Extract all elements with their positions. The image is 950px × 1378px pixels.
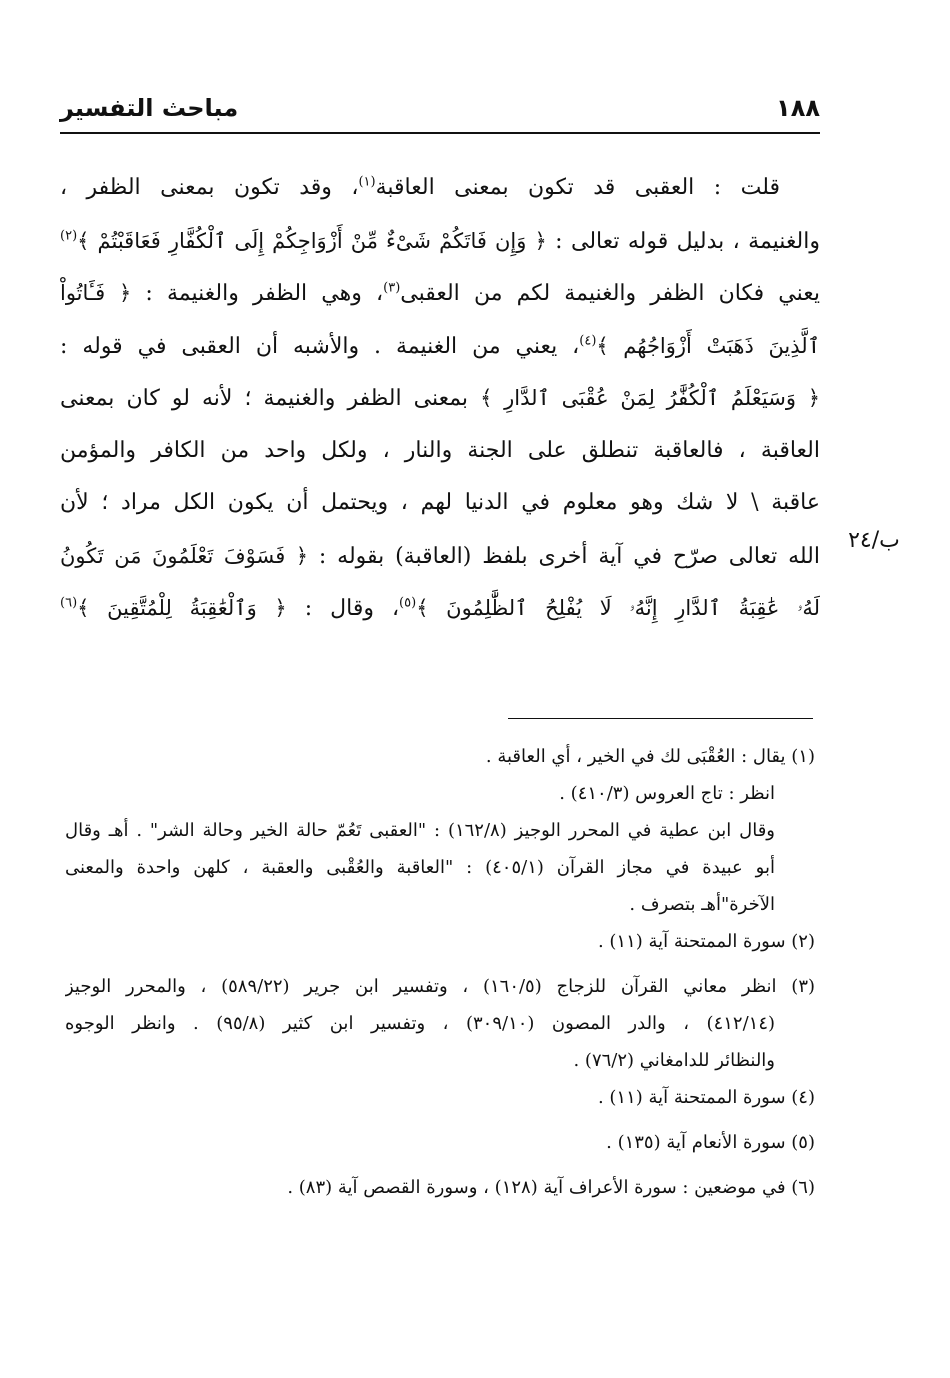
text-segment: ، وقال : (286, 596, 400, 621)
text-line-6: العاقبة ، فالعاقبة تنطلق على الجنة والنار ، ولكل واحد من الكافر والمؤمن (60, 437, 820, 463)
footnote-ref: (٣) (383, 280, 401, 296)
footnote-4: (٤) سورة الممتحنة آية (١١) . (597, 1087, 815, 1108)
footnote-6: (٦) في موضعين : سورة الأعراف آية (١٢٨) ، وسورة القصص آية (٨٣) . (287, 1177, 815, 1198)
footnote-1-line-3: وقال ابن عطية في المحرر الوجيز (١٦٢/٨) : "العقبى تَعُمّ حالة الخير وحالة الشر" . أهـ وقال (65, 820, 775, 841)
text-segment: والغنيمة ، بدليل قوله تعالى : (546, 228, 820, 254)
text-line-2 (60, 215, 820, 268)
footnote-separator (508, 718, 813, 719)
running-title: مباحث التفسير (60, 94, 239, 122)
text-segment: يعني فكان الظفر والغنيمة لكم من العقبى (400, 281, 820, 306)
footnote-ref: (٢) (60, 228, 78, 244)
footnote-1-line-2: انظر : تاج العروس (٤١٠/٣) . (559, 783, 775, 804)
quran-verse: لَهُۥ عَٰقِبَةُ ٱلدَّارِ إِنَّهُۥ لَا يُفْلِحُ ٱلظَّٰلِمُونَ ﴾ (416, 596, 820, 620)
text-line-9 (60, 582, 820, 635)
footnote-5: (٥) سورة الأنعام آية (١٣٥) . (606, 1132, 815, 1153)
text-line-1 (60, 162, 820, 215)
text-line-7: عاقبة \ لا شك وهو معلوم في الدنيا لهم ، ويحتمل أن يكون الكل مراد ؛ لأن (60, 490, 820, 515)
quran-verse: ﴿ وَٱلْعَٰقِبَةُ لِلْمُتَّقِينَ ﴾ (77, 596, 287, 620)
footnote-ref: (٦) (60, 595, 78, 611)
footnote-2: (٢) سورة الممتحنة آية (١١) . (597, 931, 815, 952)
footnote-1-line-4: أبو عبيدة في مجاز القرآن (٤٠٥/١) : "العاقبة والعُقْبى والعقبة ، كلهن واحدة والمعنى (65, 857, 775, 878)
text-segment: ، وقد تكون بمعنى الظفر ، (60, 175, 359, 200)
text-segment: الله تعالى صرّح في آية أخرى بلفظ (العاقبة) بقوله : (308, 543, 820, 569)
text-segment: ، يعني من الغنيمة . والأشبه أن العقبى في قوله : (60, 333, 580, 359)
footnote-3-line-2: (٤١٢/١٤) ، والدر المصون (٣٠٩/١٠) ، وتفسير ابن كثير (٩٥/٨) . وانظر الوجوه (65, 1013, 776, 1034)
footnote-ref: (٥) (399, 595, 417, 611)
text-segment: ، وهي الظفر والغنيمة : (131, 281, 384, 306)
footnote-3-line-3: والنظائر للدامغاني (٧٦/٢) . (573, 1050, 775, 1071)
page-header (60, 92, 820, 134)
footnote-ref: (٤) (579, 333, 597, 349)
manuscript-folio-note: ب/٢٤ (848, 528, 900, 553)
quran-verse: ﴿ فَسَوْفَ تَعْلَمُونَ مَن تَكُونُ (60, 543, 309, 568)
quran-verse: ﴿ وَسَيَعْلَمُ ٱلْكُفَّٰرُ لِمَنْ عُقْبَى ٱلدَّارِ ﴾ (480, 386, 820, 410)
quran-verse: ﴿ وَإِن فَاتَكُمْ شَىْءٌ مِّنْ أَزْوَاجِكُمْ إِلَى ٱلْكُفَّارِ فَعَاقَبْتُمْ ﴾ (77, 228, 547, 253)
footnote-1-line-5: الآخرة"أهـ بتصرف . (629, 894, 775, 915)
text-line-4 (60, 320, 820, 373)
footnote-3: (٣) انظر معاني القرآن للزجاج (١٦٠/٥) ، وتفسير ابن جرير (٥٨٩/٢٢) ، والمحرر الوجيز (65, 976, 815, 997)
footnote-ref: (١) (358, 174, 376, 190)
footnote-1: (١) يقال : العُقْبَى لك في الخير ، أي العاقبة . (485, 746, 815, 767)
quran-verse: ٱلَّذِينَ ذَهَبَتْ أَزْوَاجُهُم ﴾ (596, 333, 820, 358)
page-number: ١٨٨ (776, 94, 820, 122)
main-text (60, 162, 820, 635)
quran-verse: ﴿ فَـَٔاتُواْ (60, 281, 132, 305)
text-segment: بمعنى الظفر والغنيمة ؛ لأنه لو كان بمعنى (60, 386, 481, 411)
footnotes (65, 738, 815, 1206)
text-line-5 (60, 372, 820, 425)
text-line-8 (60, 530, 820, 583)
text-segment: قلت : العقبى قد تكون بمعنى العاقبة (375, 175, 780, 200)
text-line-3 (60, 267, 820, 320)
